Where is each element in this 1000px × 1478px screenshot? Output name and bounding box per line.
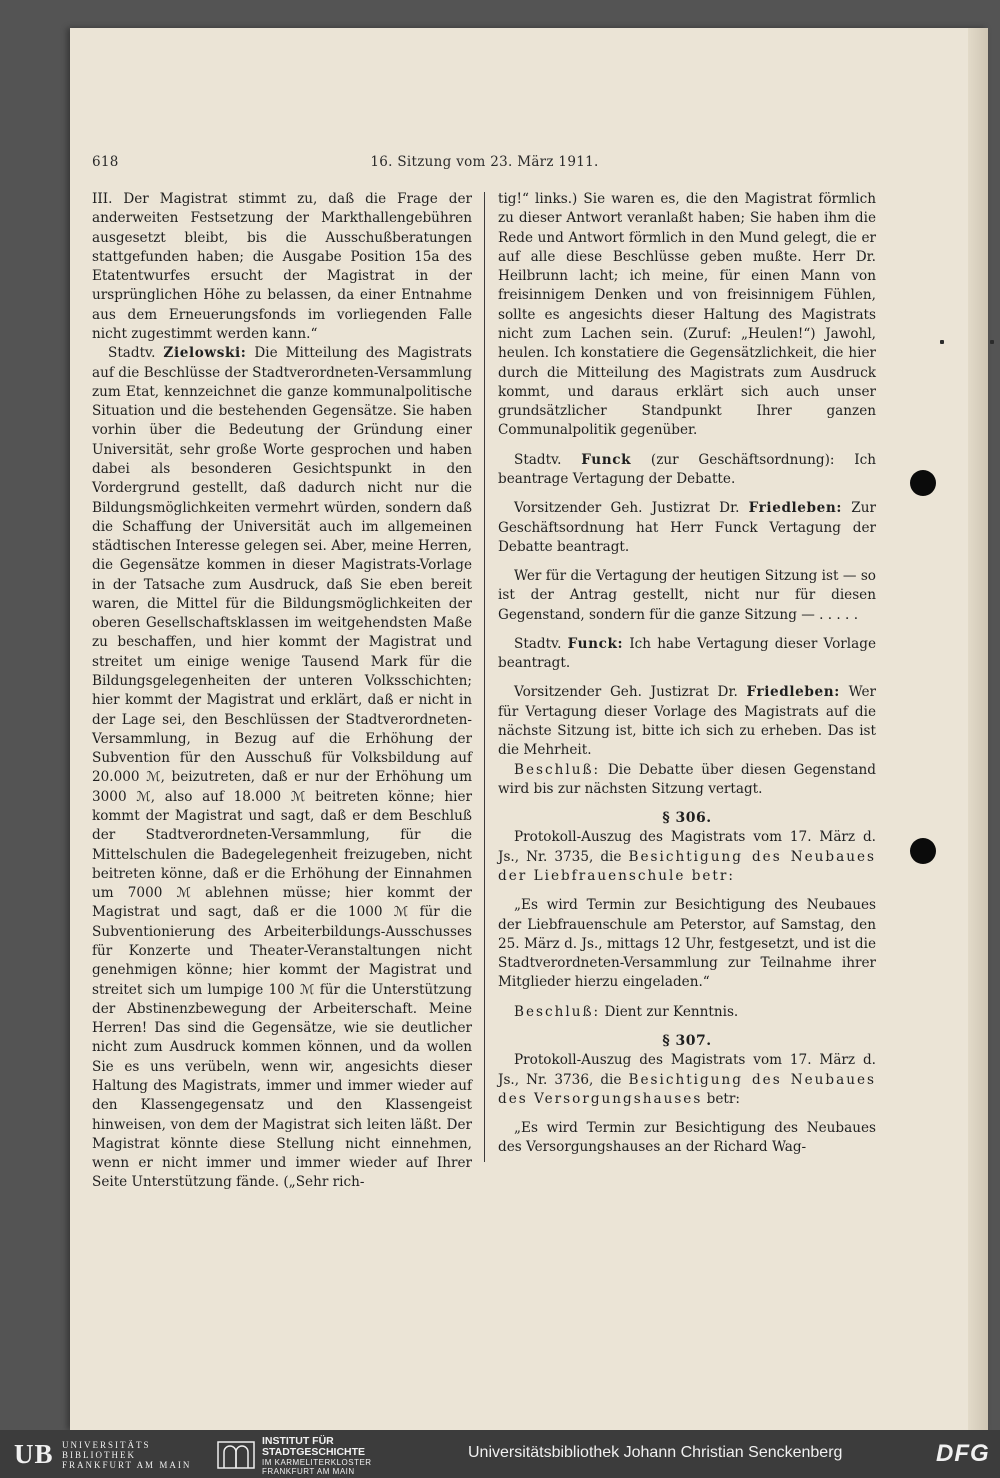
- vote-call: Wer für die Vertagung der heutigen Sitzung ist — so ist der Antrag gestellt, nicht nur für diesen Gegenstand, sondern für die ganze Sitzung — . . . . .: [498, 568, 876, 623]
- library-name[interactable]: Universitätsbibliothek Johann Christian Senckenberg: [468, 1444, 843, 1461]
- section-306-quote: „Es wird Termin zur Besichtigung des Neubaues der Liebfrauenschule am Peterstor, auf Samstag, den 25. März d. Js., mittags 12 Uhr, festgesetzt, und ist die Stadtverordneten-Versammlung zur Teilnahme ihrer Mitglieder hierzu eingeladen.“: [498, 897, 876, 991]
- item-text: Der Magistrat stimmt zu, daß die Frage der anderweiten Festsetzung der Markthallengebühren ausgesetzt bleibt, bis die Ausschußberatungen stattgefunden haben; die Ausgabe Position 15a des Etatentwurfes ersucht der Magistrat in der ursprünglichen Höhe zu belassen, da einer Entnahme aus dem Erneuerungsfonds im vorliegenden Falle nicht zugestimmt werden kann.“: [92, 191, 473, 342]
- ub-line: FRANKFURT AM MAIN: [62, 1460, 192, 1470]
- speaker-name: Funck: [581, 451, 632, 468]
- ub-wordmark: [62, 1440, 191, 1470]
- speech-text: Die Mitteilung des Magistrats auf die Beschlüsse der Stadtverordneten-Versammlung zum Etat, kennzeichnet die ganze kommunalpolitische Situation und die bestehenden Gegensätze. Sie haben vorhin über die Bedeutung der Gründung einer Universität, sehr große Worte gesprochen und haben dabei als besonderen Gesichtspunkt in den Vordergrund gestellt, daß dadurch nicht nur die Bildungsmöglichkeiten vermehrt würden, sondern daß die Schaffung der Universität auch im allgemeinen städtischen Interesse gelegen sei. Aber, meine Herren, die Gegensätze kommen in dieser Magistrats-Vorlage in der Tatsache zum Ausdruck, daß Sie eben bereit waren, die Mittel für die Bildungsmöglichkeiten der oberen Gesellschaftsklassen im weitgehendsten Maße zu beschaffen, und hier kommt der Magistrat und streitet um einige wenige Tausend Mark für die Bildungsgelegenheiten der unteren Volksschichten; hier kommt der Magistrat und erklärt, daß er nicht in der Lage sei, den Beschlüssen der Stadtverordneten-Versammlung, in Bezug auf die Erhöhung der Subvention für den Ausschuß für Volksbildung auf 20.000 ℳ, beizutreten, daß er nur der Erhöhung um 3000 ℳ, also auf 18.000 ℳ beitreten könne; hier kommt der Magistrat und sagt, daß er dem Beschluß der Stadtverordneten-Versammlung, für die Mittelschulen die Badegelegenheit freizugeben, nicht beitreten könne, daß er die Erhöhung der Einnahmen um 7000 ℳ ablehnen müsse; hier kommt der Magistrat und sagt, daß er die 1000 ℳ für die Subventionierung des Arbeiterbildungs-Ausschusses für Konzerte und Theater-Veranstaltungen nicht genehmigen könne; hier kommt der Magistrat und streitet sich um lumpige 100 ℳ für die Unterstützung der Abstinenzbewegung der Arbeiterschaft. Meine Herren! Das sind die Gegensätze, wie sie deutlicher nicht zum Ausdruck kommen können, und da wollen Sie es uns verübeln, wenn wir, angesichts dieser Haltung des Magistrats, immer und immer wieder auf den Klassengegensatz und den Klassengeist hinweisen, von dem der Magistrat sich leiten läßt. Der Magistrat könnte diese Stellung nicht einnehmen, wenn er nicht immer und immer wieder auf Ihrer Seite Unterstützung fände. („Sehr rich-: [92, 345, 472, 1191]
- chair-statement-2: [498, 683, 876, 760]
- column-divider: [484, 192, 485, 1162]
- section-307-intro: [498, 1051, 876, 1109]
- running-title: 16. Sitzung vom 23. März 1911.: [370, 154, 599, 170]
- speaker-name: Funck:: [567, 635, 624, 652]
- ub-line: BIBLIOTHEK: [62, 1450, 136, 1460]
- resolution-2: [498, 1003, 876, 1022]
- isg-line: INSTITUT FÜR: [262, 1435, 334, 1447]
- speech-zielowski: [92, 344, 472, 1192]
- punch-hole: [910, 470, 936, 496]
- ub-line: UNIVERSITÄTS: [62, 1440, 151, 1450]
- isg-line: STADTGESCHICHTE: [262, 1446, 366, 1458]
- intro-subject: Besichtigung des Neubaues des Versorgungshauses: [498, 1071, 876, 1107]
- isg-wordmark: [262, 1436, 372, 1476]
- isg-building-icon[interactable]: [216, 1438, 256, 1470]
- ub-logo[interactable]: UB: [14, 1439, 54, 1469]
- intro-text: Protokoll-Auszug des Magistrats vom 17. März d. Js., Nr. 3736, die: [498, 1052, 876, 1088]
- section-307-quote: „Es wird Termin zur Besichtigung des Neubaues des Versorgungshauses an der Richard Wag-: [498, 1120, 876, 1156]
- page-edge: [968, 28, 988, 1430]
- chair-statement-1: [498, 499, 876, 557]
- motion-text: (zur Geschäftsordnung): Ich beantrage Vertagung der Debatte.: [498, 451, 876, 487]
- statement-text: Zur Geschäftsordnung hat Herr Funck Vertagung der Debatte beantragt.: [498, 500, 876, 555]
- scan-mark: [940, 340, 944, 344]
- speaker-name: Friedleben:: [748, 500, 843, 517]
- scan-mark: [990, 340, 994, 344]
- right-column: [498, 190, 876, 1158]
- isg-line: IM KARMELITERKLOSTER: [262, 1458, 372, 1467]
- section-307-title: § 307.: [662, 1032, 712, 1049]
- motion-text: Ich habe Vertagung dieser Vorlage beantragt.: [498, 635, 877, 672]
- motion-funck-2: [498, 635, 876, 674]
- speaker-name: Zielowski:: [163, 345, 247, 362]
- footer-bar: [0, 1430, 1000, 1478]
- statement-text: Wer für Vertagung dieser Vorlage des Magistrats auf die nächste Sitzung ist, bitte ich sich zu erheben. Das ist die Mehrheit.: [498, 684, 877, 759]
- page-number: 618: [92, 154, 119, 170]
- dfg-logo[interactable]: DFG: [936, 1440, 990, 1467]
- speaker-prefix: Stadtv.: [514, 451, 562, 468]
- resolution-1: [498, 761, 876, 800]
- item-number: III.: [92, 191, 113, 207]
- speaker-prefix: Stadtv.: [514, 635, 562, 652]
- section-306-title: § 306.: [662, 810, 712, 827]
- resolution-label: Beschluß:: [514, 761, 601, 778]
- intro-subject: Besichtigung des Neubaues der Liebfrauenschule betr:: [498, 848, 876, 884]
- page-header: [92, 154, 877, 174]
- motion-funck: [498, 451, 876, 490]
- speaker-prefix: Stadtv.: [108, 345, 156, 362]
- speaker-prefix: Vorsitzender Geh. Justizrat Dr.: [514, 500, 740, 517]
- resolution-label: Beschluß:: [514, 1003, 601, 1020]
- left-column: [92, 190, 472, 1193]
- speaker-prefix: Vorsitzender Geh. Justizrat Dr.: [514, 684, 738, 701]
- punch-hole: [910, 838, 936, 864]
- section-306-intro: [498, 828, 876, 886]
- intro-text: Protokoll-Auszug des Magistrats vom 17. März d. Js., Nr. 3735, die: [498, 829, 876, 865]
- resolution-item-iii: [92, 190, 472, 344]
- resolution-text: Dient zur Kenntnis.: [604, 1003, 739, 1020]
- isg-line: FRANKFURT AM MAIN: [262, 1467, 355, 1476]
- speaker-name: Friedleben:: [746, 684, 840, 701]
- intro-end: betr:: [706, 1090, 740, 1107]
- speech-continuation: tig!“ links.) Sie waren es, die den Magistrat förmlich zu dieser Antwort veranlaßt haben; Sie haben ihm die Rede und Antwort förmlich in den Mund gelegt, die er auf alle diese Beschlüsse geben mußte. Herr Dr. Heilbrunn lacht; ich meine, für einen Mann von freisinnigem Denken und von freisinnigem Fühlen, sollte es angesichts dieser Haltung des Magistrats nicht zum Lachen sein. (Zuruf: „Heulen!“) Jawohl, heulen. Ich konstatiere die Gegensätzlichkeit, die hier durch die Mitteilung des Magistrats zum Ausdruck kommt, und daraus erklärt sich auch unser grundsätzlicher Standpunkt Ihrer ganzen Communalpolitik gegenüber.: [498, 191, 876, 439]
- resolution-text: Die Debatte über diesen Gegenstand wird bis zur nächsten Sitzung vertagt.: [498, 761, 876, 797]
